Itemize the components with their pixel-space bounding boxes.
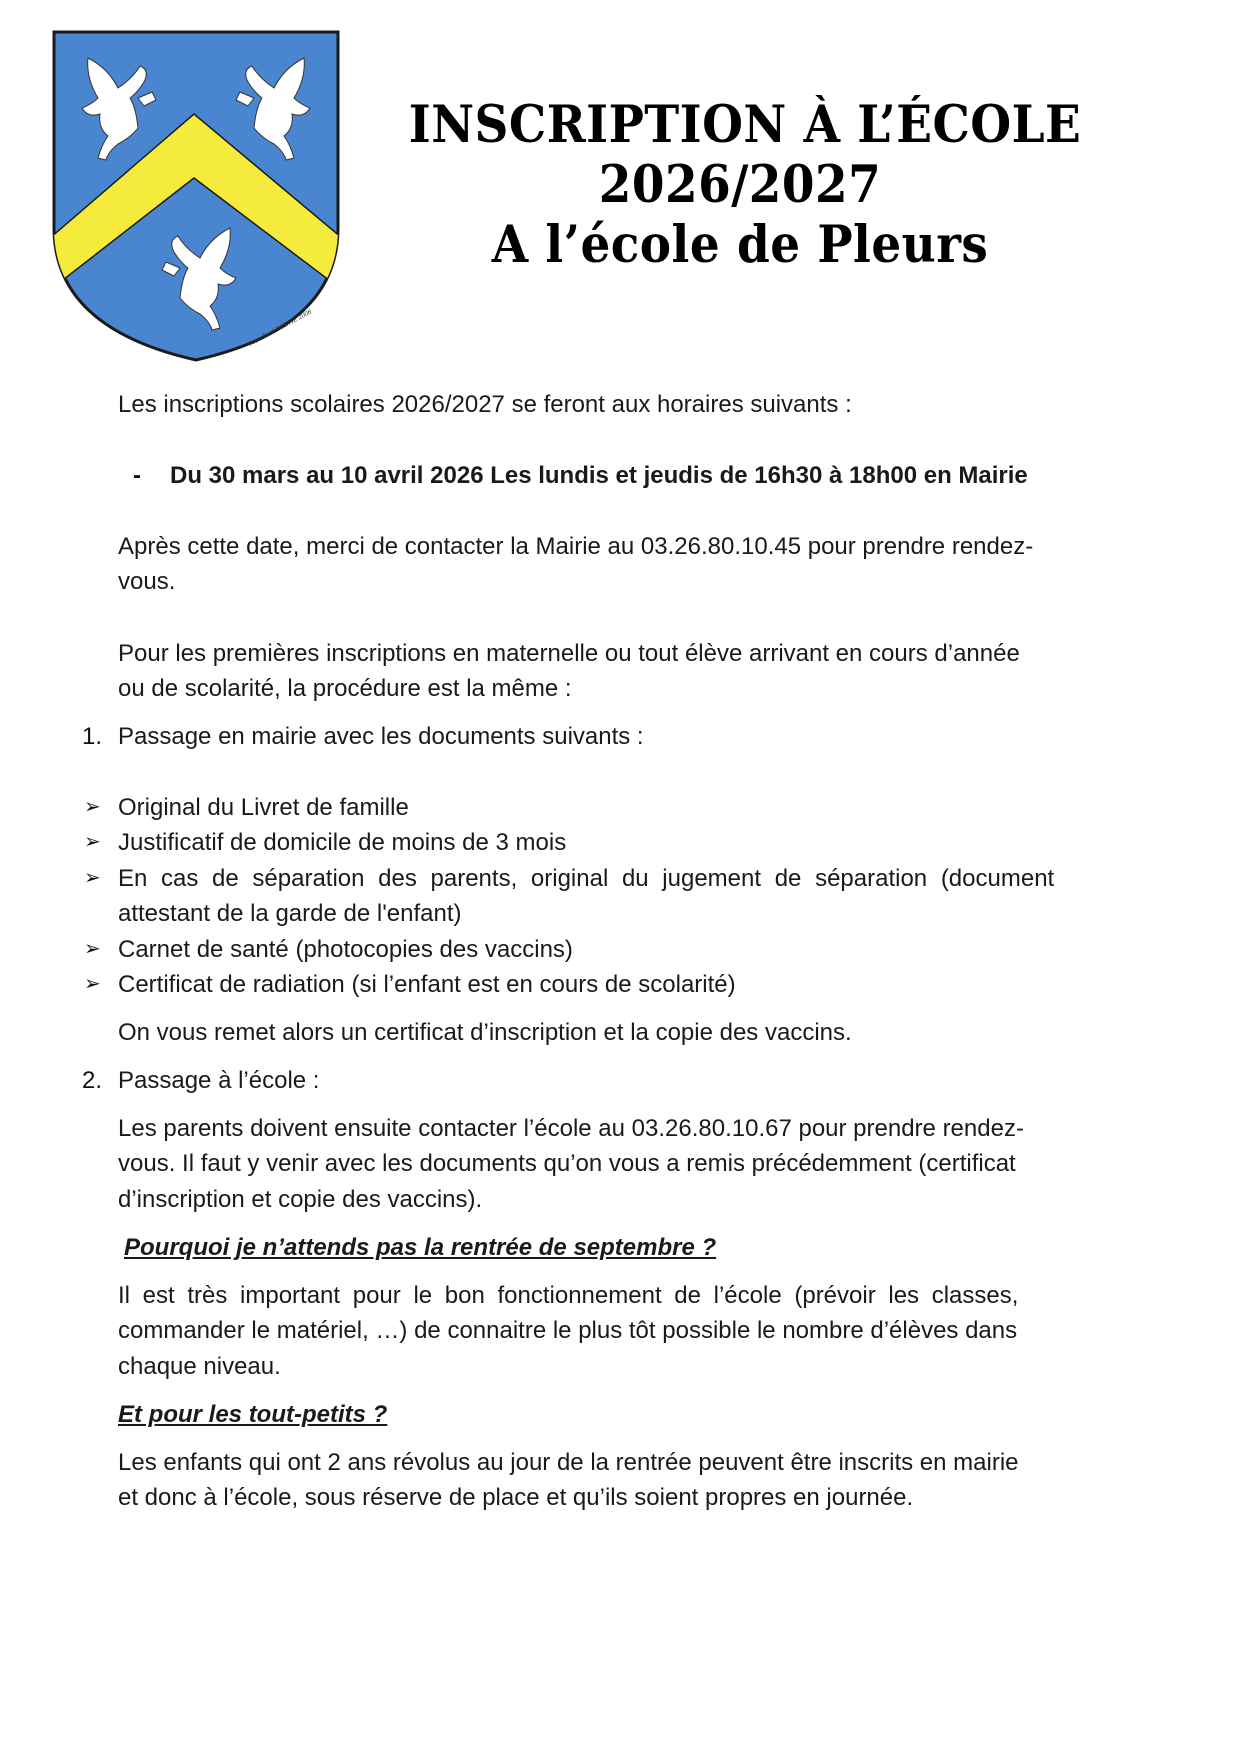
step-1-note: On vous remet alors un certificat d’inscription et la copie des vaccins. (118, 1019, 852, 1046)
step-1-label: Passage en mairie avec les documents suivants : (118, 723, 644, 750)
document-item: Original du Livret de famille (118, 794, 409, 821)
procedure-intro-line-2: ou de scolarité, la procédure est la même : (118, 675, 572, 702)
procedure-intro-line-1: Pour les premières inscriptions en maternelle ou tout élève arrivant en cours d’année (118, 640, 1020, 667)
intro-text: Les inscriptions scolaires 2026/2027 se feront aux horaires suivants : (118, 391, 852, 418)
step-2-text-line: d’inscription et copie des vaccins). (118, 1186, 483, 1213)
faq-answer-line: commander le matériel, …) de connaitre le plus tôt possible le nombre d’élèves dans (118, 1317, 1018, 1344)
arrow-bullet-icon: ➢ (84, 973, 101, 995)
arrow-bullet-icon: ➢ (84, 938, 101, 960)
step-1-number: 1. (82, 723, 103, 750)
faq-answer-line: Il est très important pour le bon fonctionnement de l’école (prévoir les classes, (118, 1282, 1019, 1309)
faq-answer-line: chaque niveau. (118, 1353, 281, 1380)
arrow-bullet-icon: ➢ (84, 796, 101, 818)
after-date-line-2: vous. (118, 568, 176, 595)
schedule-bullet: - (133, 462, 141, 489)
coat-of-arms-icon (50, 28, 342, 364)
arrow-bullet-icon: ➢ (84, 831, 101, 853)
title-line-2: 2026/2027 (598, 155, 882, 215)
faq-question-september: Pourquoi je n’attends pas la rentrée de septembre ? (124, 1234, 717, 1261)
faq-answer-line: et donc à l’école, sous réserve de place et qu’ils soient propres en journée. (118, 1484, 914, 1511)
document-item: Certificat de radiation (si l’enfant est en cours de scolarité) (118, 971, 736, 998)
title-line-3: A l’école de Pleurs (491, 215, 989, 275)
crest-signature: Jean-Paul DELVIE 2008 (247, 307, 313, 348)
after-date-line-1: Après cette date, merci de contacter la Mairie au 03.26.80.10.45 pour prendre rendez- (118, 533, 1034, 560)
title-line-1: INSCRIPTION À L’ÉCOLE (408, 95, 1082, 155)
step-2-label: Passage à l’école : (118, 1067, 320, 1094)
document-item: En cas de séparation des parents, original du jugement de séparation (document (118, 865, 1055, 892)
step-2-text-line: Les parents doivent ensuite contacter l’école au 03.26.80.10.67 pour prendre rendez- (118, 1115, 1024, 1142)
arrow-bullet-icon: ➢ (84, 867, 101, 889)
step-2-number: 2. (82, 1067, 103, 1094)
faq-question-tout-petits: Et pour les tout-petits ? (118, 1401, 388, 1428)
step-2-text-line: vous. Il faut y venir avec les documents qu’on vous a remis précédemment (certificat (118, 1150, 1016, 1177)
document-item: Carnet de santé (photocopies des vaccins) (118, 936, 573, 963)
page-title (380, 95, 1100, 275)
faq-answer-line: Les enfants qui ont 2 ans révolus au jour de la rentrée peuvent être inscrits en mairie (118, 1449, 1019, 1476)
document-item-continuation: attestant de la garde de l'enfant) (118, 900, 462, 927)
document-item: Justificatif de domicile de moins de 3 mois (118, 829, 567, 856)
schedule-text: Du 30 mars au 10 avril 2026 Les lundis et jeudis de 16h30 à 18h00 en Mairie (170, 462, 1028, 489)
